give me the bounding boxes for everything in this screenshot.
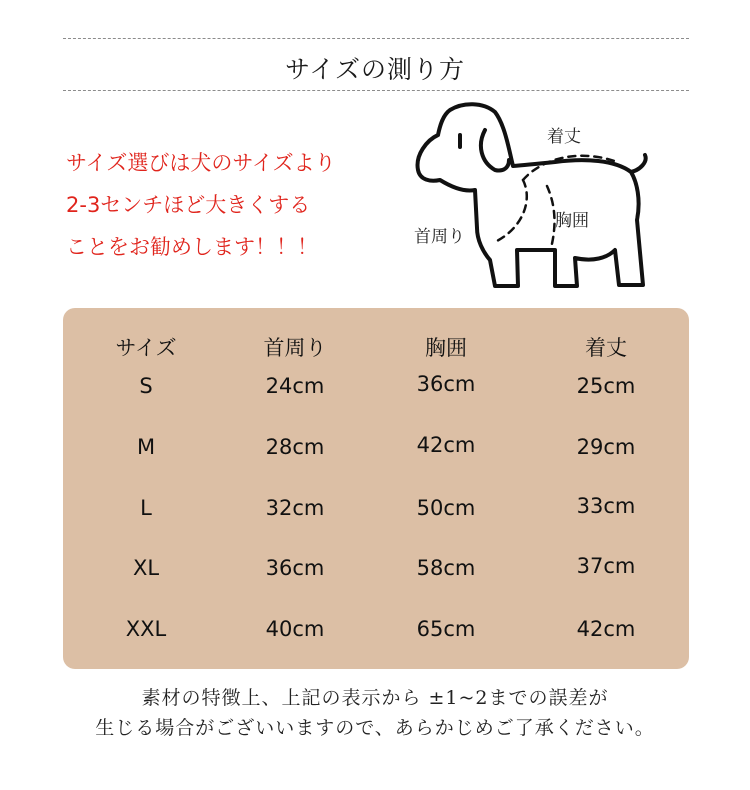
page-title: サイズの測り方 [284, 55, 465, 84]
dog-measurement-diagram [405, 100, 655, 300]
title-divider [63, 90, 689, 91]
length-cell: 29cm [576, 435, 636, 459]
neck-label: 首周り [414, 227, 465, 247]
length-cell: 33cm [576, 494, 636, 518]
size-cell: XXL [125, 617, 167, 641]
header-length: 着丈 [585, 336, 627, 360]
chest-cell: 58cm [416, 556, 476, 580]
size-cell: M [136, 435, 156, 459]
chest-cell: 42cm [416, 433, 476, 457]
chest-label: 胸囲 [555, 211, 589, 231]
size-cell: L [140, 496, 152, 520]
footnote-line: 素材の特徴上、上記の表示から ±1~2までの誤差が [141, 687, 609, 709]
size-cell: S [139, 374, 153, 398]
notice-line: ことをお勧めします！！！ [66, 235, 318, 259]
chest-line [547, 186, 554, 248]
neck-line [495, 180, 527, 242]
chest-cell: 50cm [416, 496, 476, 520]
size-cell: XL [132, 556, 160, 580]
dog-outline [418, 104, 646, 286]
length-cell: 37cm [576, 554, 636, 578]
top-divider [63, 38, 689, 39]
header-size: サイズ [115, 336, 177, 360]
chest-cell: 65cm [416, 617, 476, 641]
chest-cell: 36cm [416, 372, 476, 396]
length-cell: 25cm [576, 374, 636, 398]
neck-cell: 28cm [265, 435, 325, 459]
neck-cell: 24cm [265, 374, 325, 398]
neck-cell: 36cm [265, 556, 325, 580]
notice-line: サイズ選びは犬のサイズより [66, 151, 336, 175]
notice-line: 2-3センチほど大きくする [66, 193, 311, 217]
neck-cell: 32cm [265, 496, 325, 520]
length-cell: 42cm [576, 617, 636, 641]
footnote-line: 生じる場合がございいますので、あらかじめご了承ください。 [95, 717, 655, 739]
size-table [63, 308, 689, 669]
neck-cell: 40cm [265, 617, 325, 641]
header-chest: 胸囲 [425, 336, 467, 360]
length-label: 着丈 [547, 127, 581, 147]
header-neck: 首周り [263, 336, 327, 360]
size-notice [66, 142, 406, 268]
